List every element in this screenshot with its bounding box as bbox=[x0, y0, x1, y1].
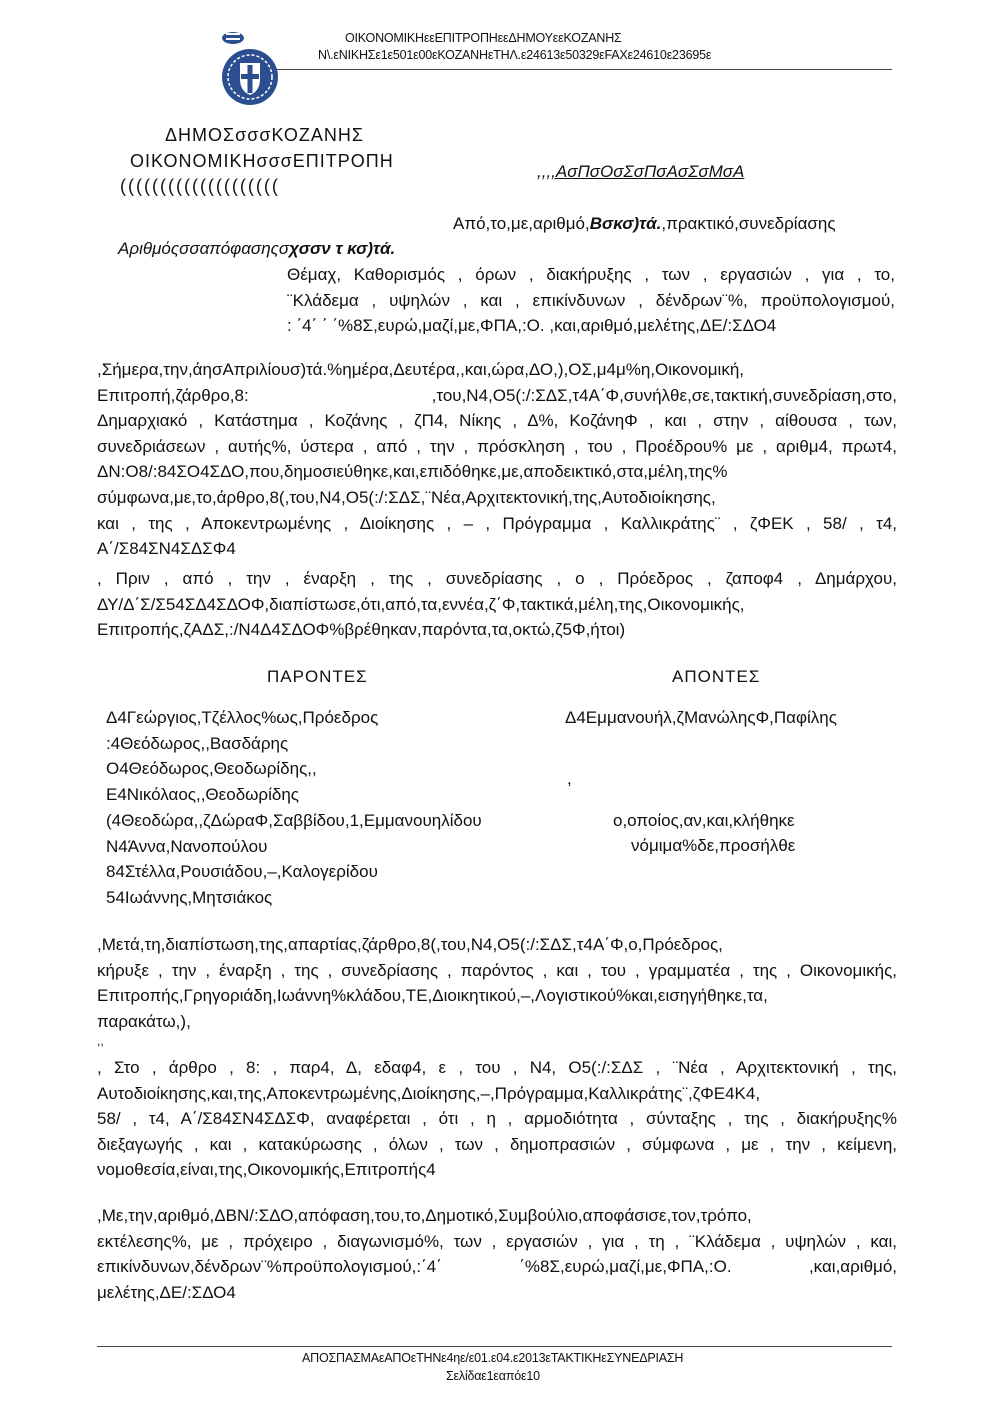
org-decoration: (((((((((((((((((((( bbox=[120, 176, 280, 196]
paragraph-line: σύμφωνα,με,το,άρθρο,8(,του,Ν4,Ο5(:/:ΣΔΣ,¨Νέα,Αρχιτεκτονική,της,Αυτοδιοίκησης, bbox=[97, 487, 716, 507]
paragraph-line: Αυτοδιοίκησης,και,της,Αποκεντρωμένης,Διοίκησης,–,Πρόγραμμα,Καλλικράτης¨,ζΦΕ4Κ4, bbox=[97, 1083, 761, 1103]
paragraph-line: 58/ , τ4, Α΄/Σ84ΣΝ4ΣΔΣΦ, αναφέρεται , ότι , η , αρμοδιότητα , σύνταξης , της , διακήρυξης% bbox=[97, 1109, 897, 1129]
decision-number-value: χσσν τ κσ)τά. bbox=[289, 239, 396, 258]
paragraph-line: ,Σήμερα,την,άησΑπριλίουσ)τά.%ημέρα,Δευτέρα,,και,ώρα,ΔΟ,),ΟΣ,μ4μ%η,Οικονομική, bbox=[97, 360, 744, 379]
present-member: (4Θεοδώρα,,ζΔώραΦ,Σαββίδου,1,Εμμανουηλίδου bbox=[106, 810, 482, 830]
present-member: Ο4Θεόδωρος,Θεοδωρίδης,, bbox=[106, 759, 317, 779]
paragraph-line: , Στο , άρθρο , 8: , παρ4, Δ, εδαφ4, ε , του , Ν4, Ο5(:/:ΣΔΣ , ¨Νέα , Αρχιτεκτονική , της, bbox=[97, 1058, 897, 1077]
minutes-reference-rest: ,πρακτικό,συνεδρίασης bbox=[661, 214, 836, 233]
subject-line: Θέμαχ, Καθορισμός , όρων , διακήρυξης , των , εργασιών , για , το, bbox=[287, 265, 895, 284]
paragraph-line: Α΄/Σ84ΣΝ4ΣΔΣΦ4 bbox=[97, 539, 236, 559]
paragraph-legal-basis bbox=[97, 1055, 897, 1183]
absent-note-line-1: ο,οποίος,αν,και,κλήθηκε bbox=[613, 811, 795, 830]
paragraph-line: ,Με,την,αριθμό,ΔΒΝ/:ΣΔΟ,απόφαση,του,το,Δημοτικό,Συμβούλιο,αποφάσισε,τον,τρόπο, bbox=[97, 1206, 752, 1225]
paragraph-line: ΔΥ/Δ΄Σ/Σ54ΣΔ4ΣΔΟΦ,διαπίστωσε,ότι,από,τα,εννέα,ζ΄Φ,τακτικά,μέλη,της,Οικονομικής, bbox=[97, 594, 745, 614]
absent-member: Δ4Εμμανουήλ,ζΜανώληςΦ,Παφίλης bbox=[565, 708, 837, 727]
paragraph-line: διεξαγωγής , και , κατακύρωσης , όλων , των , δημοπρασιών , σύμφωνα , με , την , κείμενη, bbox=[97, 1134, 897, 1154]
paragraph-line: παρακάτω,), bbox=[97, 1011, 191, 1031]
paragraph-line: ΔΝ:Ο8/:84ΣΟ4ΣΔΟ,που,δημοσιεύθηκε,και,επιδόθηκε,με,αποδεικτικό,στα,μέλη,της% bbox=[97, 462, 728, 482]
page-number: Σελίδαε1εαπόε10 bbox=[446, 1369, 540, 1383]
paragraph-line: ,Μετά,τη,διαπίστωση,της,απαρτίας,ζάρθρο,8(,του,Ν4,Ο5(:/:ΣΔΣ,τ4Α΄Φ,ο,Πρόεδρος, bbox=[97, 935, 723, 954]
document-title: ,,,,ΑσΠσΟσΣσΠσΑσΣσΜσΑ bbox=[537, 162, 745, 181]
footer-title: ΑΠΟΣΠΑΣΜΑεΑΠΟεΤΗΝε4ηε/ε01.ε04.ε2013εΤΑΚΤΙΚΗεΣΥΝΕΔΡΙΑΣΗ bbox=[302, 1351, 684, 1365]
present-member: 54Ιωάννης,Μητσιάκος bbox=[106, 887, 273, 907]
paragraph-line: και , της , Αποκεντρωμένης , Διοίκησης , – , Πρόγραμμα , Καλλικράτης¨ , ζΦΕΚ , 58/ , τ4, bbox=[97, 513, 897, 533]
present-member: :4Θεόδωρος,,Βασδάρης bbox=[106, 733, 289, 753]
subject-line: ¨Κλάδεμα , υψηλών , και , επικίνδυνων , δένδρων¨%, προϋπολογισμού, bbox=[287, 290, 895, 310]
paragraph-line: μελέτης,ΔΕ/:ΣΔΟ4 bbox=[97, 1282, 236, 1302]
paragraph-line: συνεδριάσεων , αυτής%, ύστερα , από , την , πρόσκληση , του , Προέδρου% με , αριθμ4, πρωτ4, bbox=[97, 436, 897, 456]
minutes-reference bbox=[453, 211, 836, 237]
header-line-2: Ν\.εΝΙΚΗΣε1ε501ε00εΚΟΖΑΝΗεΤΗΛ.ε24613ε50329εFAXε24610ε23695ε bbox=[318, 48, 712, 62]
subject-block bbox=[287, 262, 895, 339]
quote-mark: ,, bbox=[97, 1034, 104, 1048]
present-member: Δ4Γεώργιος,Τζέλλος%ως,Πρόεδρος bbox=[106, 708, 379, 727]
paragraph-line: νομοθεσία,είναι,της,Οικονομικής,Επιτροπής4 bbox=[97, 1160, 436, 1180]
small-emblem-icon bbox=[221, 29, 245, 45]
absent-comma: , bbox=[567, 769, 572, 788]
absent-note-line-2: νόμιμα%δε,προσήλθε bbox=[631, 836, 796, 855]
paragraph-line: επικίνδυνων,δένδρων¨%προϋπολογισμού,:΄4΄ ΄%8Σ,ευρώ,μαζί,με,ΦΠΑ,:Ο. ,και,αριθμό, bbox=[97, 1257, 897, 1277]
org-municipality: ΔΗΜΟΣσσσΚΟΖΑΝΗΣ bbox=[165, 125, 365, 145]
footer-rule bbox=[97, 1346, 892, 1347]
header-rule bbox=[226, 69, 892, 70]
absent-heading: ΑΠΟΝΤΕΣ bbox=[672, 667, 761, 686]
minutes-reference-text: Από,το,με,αριθμό, bbox=[453, 214, 590, 233]
paragraph-council-decision bbox=[97, 1203, 897, 1305]
header-line-1: ΟΙΚΟΝΟΜΙΚΗεεΕΠΙΤΡΟΠΗεεΔΗΜΟΥεεΚΟΖΑΝΗΣ bbox=[345, 31, 622, 45]
present-heading: ΠΑΡΟΝΤΕΣ bbox=[267, 667, 368, 686]
paragraph-quorum bbox=[97, 566, 897, 643]
minutes-number: Βσκσ)τά. bbox=[589, 214, 662, 233]
paragraph-line: Επιτροπή,ζάρθρο,8: ,του,Ν4,Ο5(:/:ΣΔΣ,τ4Α΄Φ,συνήλθε,σε,τακτική,συνεδρίαση,στο, bbox=[97, 385, 897, 405]
present-members-list bbox=[106, 705, 482, 911]
paragraph-line: Επιτροπής,Γρηγοριάδη,Ιωάννη%κλάδου,ΤΕ,Διοικητικού,–,Λογιστικού%και,εισηγήθηκε,τα, bbox=[97, 986, 768, 1006]
paragraph-line: , Πριν , από , την , έναρξη , της , συνεδρίασης , ο , Πρόεδρος , ζαποφ4 , Δημάρχου, bbox=[97, 569, 897, 588]
org-committee: ΟΙΚΟΝΟΜΙΚΗσσσΕΠΙΤΡΟΠΗ bbox=[130, 151, 394, 171]
present-member: 84Στέλλα,Ρουσιάδου,–,Καλογερίδου bbox=[106, 862, 378, 882]
decision-number bbox=[118, 236, 395, 262]
subject-line: : ΄4΄ ΄ ΄%8Σ,ευρώ,μαζί,με,ΦΠΑ,:Ο. ,και,αριθμό,μελέτης,ΔΕ/:ΣΔΟ4 bbox=[287, 316, 777, 336]
paragraph-line: Επιτροπής,ζΑΔΣ,:/Ν4Δ4ΣΔΟΦ%βρέθηκαν,παρόντα,τα,οκτώ,ζ5Φ,ήτοι) bbox=[97, 620, 626, 640]
paragraph-line: εκτέλεσης%, με , πρόχειρο , διαγωνισμό%, των , εργασιών , για , τη , ¨Κλάδεμα , υψηλών , και, bbox=[97, 1231, 897, 1251]
paragraph-opening bbox=[97, 932, 897, 1034]
present-member: Ν4Άννα,Νανοπούλου bbox=[106, 836, 268, 856]
paragraph-line: Δημαρχιακό , Κατάστημα , Κοζάνης , ζΠ4, Νίκης , Δ%, ΚοζάνηΦ , και , στην , αίθουσα , των, bbox=[97, 411, 897, 431]
greek-emblem-seal bbox=[220, 47, 280, 107]
paragraph-session-intro bbox=[97, 357, 897, 562]
paragraph-line: κήρυξε , την , έναρξη , της , συνεδρίασης , παρόντος , και , του , γραμματέα , της , Οικονομικής, bbox=[97, 960, 897, 980]
decision-number-label: Αριθμόςσσαπόφασηςσ bbox=[118, 239, 290, 258]
present-member: Ε4Νικόλαος,,Θεοδωρίδης bbox=[106, 785, 299, 805]
